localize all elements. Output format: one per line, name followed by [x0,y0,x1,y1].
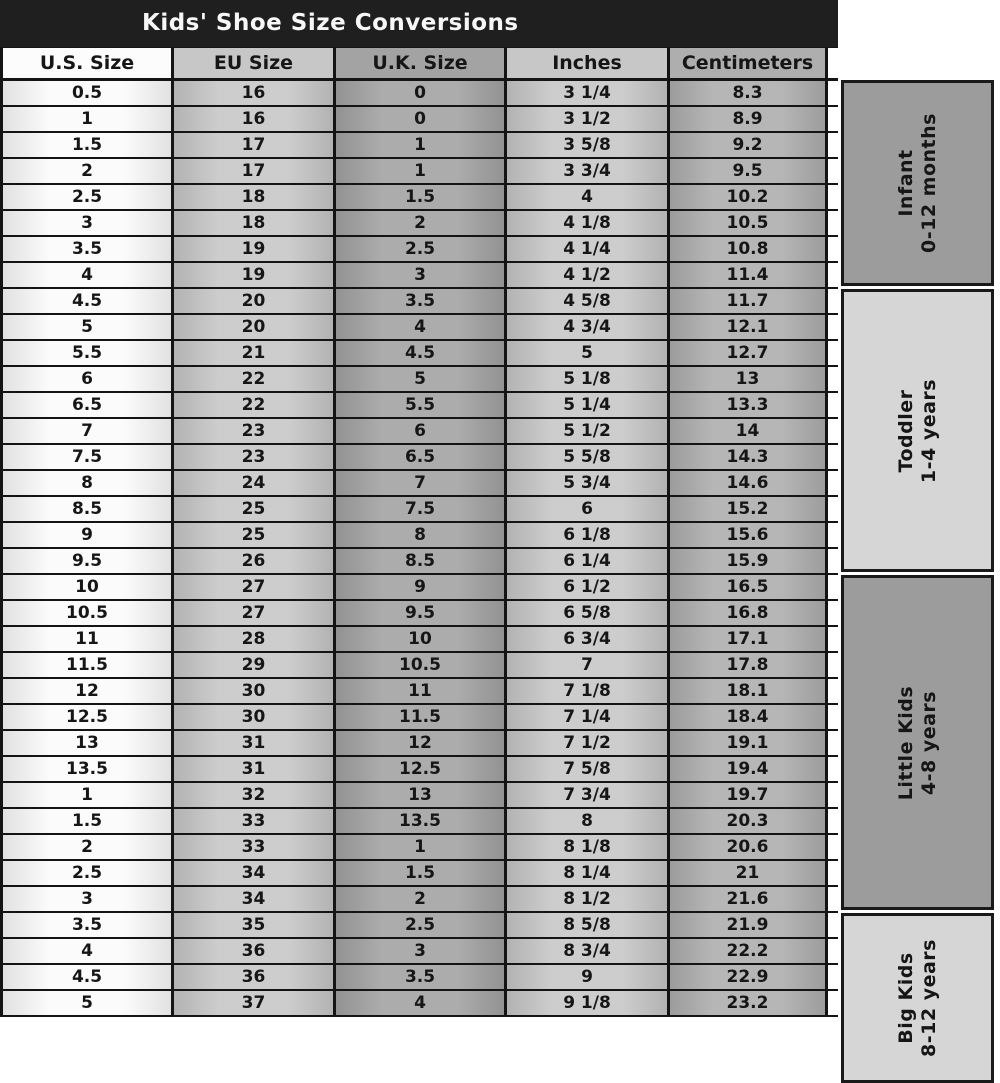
cell-inches: 4 1/2 [507,263,670,287]
age-group-big-kids [841,913,994,1083]
cell-uk-size: 8 [336,523,507,547]
cell-eu-size: 22 [174,393,336,417]
cell-us-size: 12.5 [3,705,174,729]
cell-us-size: 0.5 [3,81,174,105]
cell-centimeters: 12.7 [670,341,828,365]
cell-centimeters: 18.4 [670,705,828,729]
column-header-uk-size: U.K. Size [336,48,507,78]
cell-centimeters: 14.3 [670,445,828,469]
cell-inches: 7 3/4 [507,783,670,807]
page-title: Kids' Shoe Size Conversions [142,10,519,36]
table-row [3,471,838,497]
cell-centimeters: 21 [670,861,828,885]
cell-centimeters: 20.3 [670,809,828,833]
table-row [3,627,838,653]
table-row [3,315,838,341]
cell-centimeters: 18.1 [670,679,828,703]
cell-eu-size: 27 [174,575,336,599]
cell-centimeters: 19.7 [670,783,828,807]
table-row [3,965,838,991]
cell-inches: 7 1/8 [507,679,670,703]
cell-us-size: 2 [3,159,174,183]
cell-centimeters: 21.9 [670,913,828,937]
cell-eu-size: 23 [174,445,336,469]
cell-inches: 7 5/8 [507,757,670,781]
cell-centimeters: 16.5 [670,575,828,599]
cell-inches: 9 [507,965,670,989]
column-header-centimeters: Centimeters [670,48,828,78]
age-group-label [895,939,941,1057]
cell-inches: 3 5/8 [507,133,670,157]
cell-inches: 7 1/4 [507,705,670,729]
cell-centimeters: 13 [670,367,828,391]
cell-eu-size: 30 [174,679,336,703]
cell-us-size: 5 [3,991,174,1015]
table-row [3,835,838,861]
table-row [3,497,838,523]
cell-us-size: 6.5 [3,393,174,417]
cell-us-size: 4.5 [3,965,174,989]
cell-centimeters: 20.6 [670,835,828,859]
age-group-toddler [841,289,994,572]
table-row [3,263,838,289]
cell-uk-size: 3 [336,939,507,963]
cell-us-size: 1.5 [3,809,174,833]
cell-centimeters: 22.9 [670,965,828,989]
table-row [3,289,838,315]
table-row [3,549,838,575]
table-row [3,523,838,549]
cell-inches: 8 3/4 [507,939,670,963]
cell-uk-size: 11 [336,679,507,703]
table-row [3,991,838,1017]
column-header-eu-size: EU Size [174,48,336,78]
cell-uk-size: 1 [336,133,507,157]
cell-centimeters: 10.2 [670,185,828,209]
cell-centimeters: 23.2 [670,991,828,1015]
cell-uk-size: 13.5 [336,809,507,833]
cell-eu-size: 25 [174,497,336,521]
column-header-us-size: U.S. Size [3,48,174,78]
cell-us-size: 1 [3,107,174,131]
cell-uk-size: 11.5 [336,705,507,729]
cell-us-size: 10 [3,575,174,599]
cell-inches: 6 1/2 [507,575,670,599]
cell-eu-size: 27 [174,601,336,625]
cell-uk-size: 9.5 [336,601,507,625]
cell-us-size: 3.5 [3,237,174,261]
cell-centimeters: 8.9 [670,107,828,131]
cell-eu-size: 30 [174,705,336,729]
cell-inches: 6 1/4 [507,549,670,573]
cell-centimeters: 11.7 [670,289,828,313]
cell-us-size: 11.5 [3,653,174,677]
table-row [3,237,838,263]
cell-centimeters: 17.1 [670,627,828,651]
cell-inches: 6 [507,497,670,521]
cell-inches: 3 3/4 [507,159,670,183]
table-row [3,185,838,211]
cell-us-size: 8.5 [3,497,174,521]
table-row [3,211,838,237]
cell-eu-size: 26 [174,549,336,573]
cell-us-size: 7.5 [3,445,174,469]
cell-eu-size: 35 [174,913,336,937]
cell-uk-size: 1.5 [336,861,507,885]
table-row [3,367,838,393]
cell-uk-size: 3.5 [336,289,507,313]
cell-uk-size: 8.5 [336,549,507,573]
cell-us-size: 3 [3,211,174,235]
cell-centimeters: 19.1 [670,731,828,755]
age-group-name: Infant [894,149,917,217]
cell-us-size: 10.5 [3,601,174,625]
cell-us-size: 7 [3,419,174,443]
age-group-range: 8-12 years [917,939,940,1057]
cell-eu-size: 25 [174,523,336,547]
cell-uk-size: 6 [336,419,507,443]
table-row [3,783,838,809]
cell-uk-size: 9 [336,575,507,599]
cell-us-size: 2 [3,835,174,859]
cell-centimeters: 19.4 [670,757,828,781]
cell-uk-size: 7 [336,471,507,495]
cell-eu-size: 17 [174,133,336,157]
age-group-name: Toddler [894,389,917,472]
cell-eu-size: 16 [174,81,336,105]
table-row [3,159,838,185]
cell-eu-size: 36 [174,965,336,989]
cell-eu-size: 34 [174,861,336,885]
cell-eu-size: 20 [174,315,336,339]
cell-eu-size: 31 [174,731,336,755]
cell-eu-size: 22 [174,367,336,391]
cell-centimeters: 16.8 [670,601,828,625]
cell-centimeters: 15.2 [670,497,828,521]
age-group-little-kids [841,575,994,910]
cell-uk-size: 1 [336,835,507,859]
table-row [3,731,838,757]
cell-uk-size: 4 [336,991,507,1015]
cell-inches: 6 1/8 [507,523,670,547]
cell-centimeters: 9.5 [670,159,828,183]
cell-centimeters: 12.1 [670,315,828,339]
title-band [0,0,838,47]
cell-centimeters: 8.3 [670,81,828,105]
table-row [3,601,838,627]
cell-us-size: 4 [3,939,174,963]
age-group-label [895,685,941,799]
cell-uk-size: 2.5 [336,913,507,937]
cell-inches: 8 1/2 [507,887,670,911]
conversion-table [0,47,838,1017]
cell-inches: 8 5/8 [507,913,670,937]
table-header-row [3,47,838,81]
cell-uk-size: 5 [336,367,507,391]
cell-inches: 7 1/2 [507,731,670,755]
cell-inches: 7 [507,653,670,677]
cell-uk-size: 12.5 [336,757,507,781]
cell-uk-size: 10.5 [336,653,507,677]
cell-eu-size: 33 [174,835,336,859]
cell-eu-size: 24 [174,471,336,495]
table-row [3,939,838,965]
cell-inches: 4 5/8 [507,289,670,313]
cell-uk-size: 4.5 [336,341,507,365]
cell-inches: 4 1/8 [507,211,670,235]
age-group-infant [841,80,994,286]
table-row [3,107,838,133]
cell-inches: 5 [507,341,670,365]
cell-uk-size: 1 [336,159,507,183]
table-row [3,419,838,445]
cell-eu-size: 33 [174,809,336,833]
cell-inches: 6 5/8 [507,601,670,625]
cell-eu-size: 17 [174,159,336,183]
cell-us-size: 11 [3,627,174,651]
table-row [3,861,838,887]
cell-centimeters: 10.8 [670,237,828,261]
cell-eu-size: 32 [174,783,336,807]
table-row [3,445,838,471]
cell-eu-size: 19 [174,263,336,287]
cell-uk-size: 2 [336,887,507,911]
cell-us-size: 9 [3,523,174,547]
cell-us-size: 3 [3,887,174,911]
cell-us-size: 4 [3,263,174,287]
cell-uk-size: 13 [336,783,507,807]
age-group-range: 1-4 years [917,378,940,483]
cell-uk-size: 12 [336,731,507,755]
age-group-range: 4-8 years [917,690,940,795]
table-row [3,133,838,159]
age-group-range: 0-12 months [917,113,940,253]
cell-us-size: 6 [3,367,174,391]
cell-centimeters: 21.6 [670,887,828,911]
cell-eu-size: 21 [174,341,336,365]
cell-uk-size: 3 [336,263,507,287]
cell-centimeters: 17.8 [670,653,828,677]
cell-us-size: 8 [3,471,174,495]
cell-uk-size: 7.5 [336,497,507,521]
table-row [3,393,838,419]
cell-inches: 6 3/4 [507,627,670,651]
cell-uk-size: 4 [336,315,507,339]
table-row [3,913,838,939]
cell-inches: 5 5/8 [507,445,670,469]
cell-centimeters: 14.6 [670,471,828,495]
cell-inches: 8 1/4 [507,861,670,885]
cell-inches: 4 [507,185,670,209]
cell-uk-size: 3.5 [336,965,507,989]
cell-inches: 5 1/4 [507,393,670,417]
table-row [3,887,838,913]
table-row [3,757,838,783]
cell-inches: 4 1/4 [507,237,670,261]
cell-us-size: 1.5 [3,133,174,157]
cell-eu-size: 28 [174,627,336,651]
cell-us-size: 13.5 [3,757,174,781]
cell-eu-size: 29 [174,653,336,677]
table-row [3,575,838,601]
cell-centimeters: 15.6 [670,523,828,547]
cell-us-size: 13 [3,731,174,755]
cell-inches: 5 1/8 [507,367,670,391]
cell-uk-size: 2.5 [336,237,507,261]
cell-uk-size: 0 [336,81,507,105]
cell-us-size: 3.5 [3,913,174,937]
age-group-label [895,378,941,482]
table-row [3,705,838,731]
cell-inches: 8 1/8 [507,835,670,859]
cell-uk-size: 0 [336,107,507,131]
cell-centimeters: 22.2 [670,939,828,963]
cell-eu-size: 36 [174,939,336,963]
table-row [3,809,838,835]
cell-inches: 5 3/4 [507,471,670,495]
cell-centimeters: 13.3 [670,393,828,417]
cell-us-size: 2.5 [3,861,174,885]
table-row [3,653,838,679]
cell-inches: 3 1/2 [507,107,670,131]
cell-inches: 8 [507,809,670,833]
cell-us-size: 4.5 [3,289,174,313]
cell-us-size: 5 [3,315,174,339]
cell-centimeters: 11.4 [670,263,828,287]
cell-uk-size: 6.5 [336,445,507,469]
cell-eu-size: 18 [174,185,336,209]
table-row [3,81,838,107]
cell-eu-size: 16 [174,107,336,131]
cell-centimeters: 10.5 [670,211,828,235]
cell-us-size: 2.5 [3,185,174,209]
cell-eu-size: 34 [174,887,336,911]
age-group-label [895,113,941,253]
cell-eu-size: 19 [174,237,336,261]
cell-us-size: 12 [3,679,174,703]
cell-us-size: 9.5 [3,549,174,573]
cell-eu-size: 23 [174,419,336,443]
cell-eu-size: 20 [174,289,336,313]
table-row [3,679,838,705]
cell-uk-size: 1.5 [336,185,507,209]
cell-eu-size: 18 [174,211,336,235]
cell-inches: 4 3/4 [507,315,670,339]
age-group-name: Big Kids [894,952,917,1044]
cell-centimeters: 15.9 [670,549,828,573]
cell-uk-size: 2 [336,211,507,235]
cell-uk-size: 5.5 [336,393,507,417]
cell-centimeters: 9.2 [670,133,828,157]
column-header-inches: Inches [507,48,670,78]
age-group-name: Little Kids [894,685,917,800]
cell-inches: 3 1/4 [507,81,670,105]
cell-eu-size: 37 [174,991,336,1015]
cell-us-size: 1 [3,783,174,807]
cell-us-size: 5.5 [3,341,174,365]
table-rows [3,81,838,1017]
cell-eu-size: 31 [174,757,336,781]
table-row [3,341,838,367]
cell-centimeters: 14 [670,419,828,443]
cell-inches: 9 1/8 [507,991,670,1015]
cell-uk-size: 10 [336,627,507,651]
cell-inches: 5 1/2 [507,419,670,443]
